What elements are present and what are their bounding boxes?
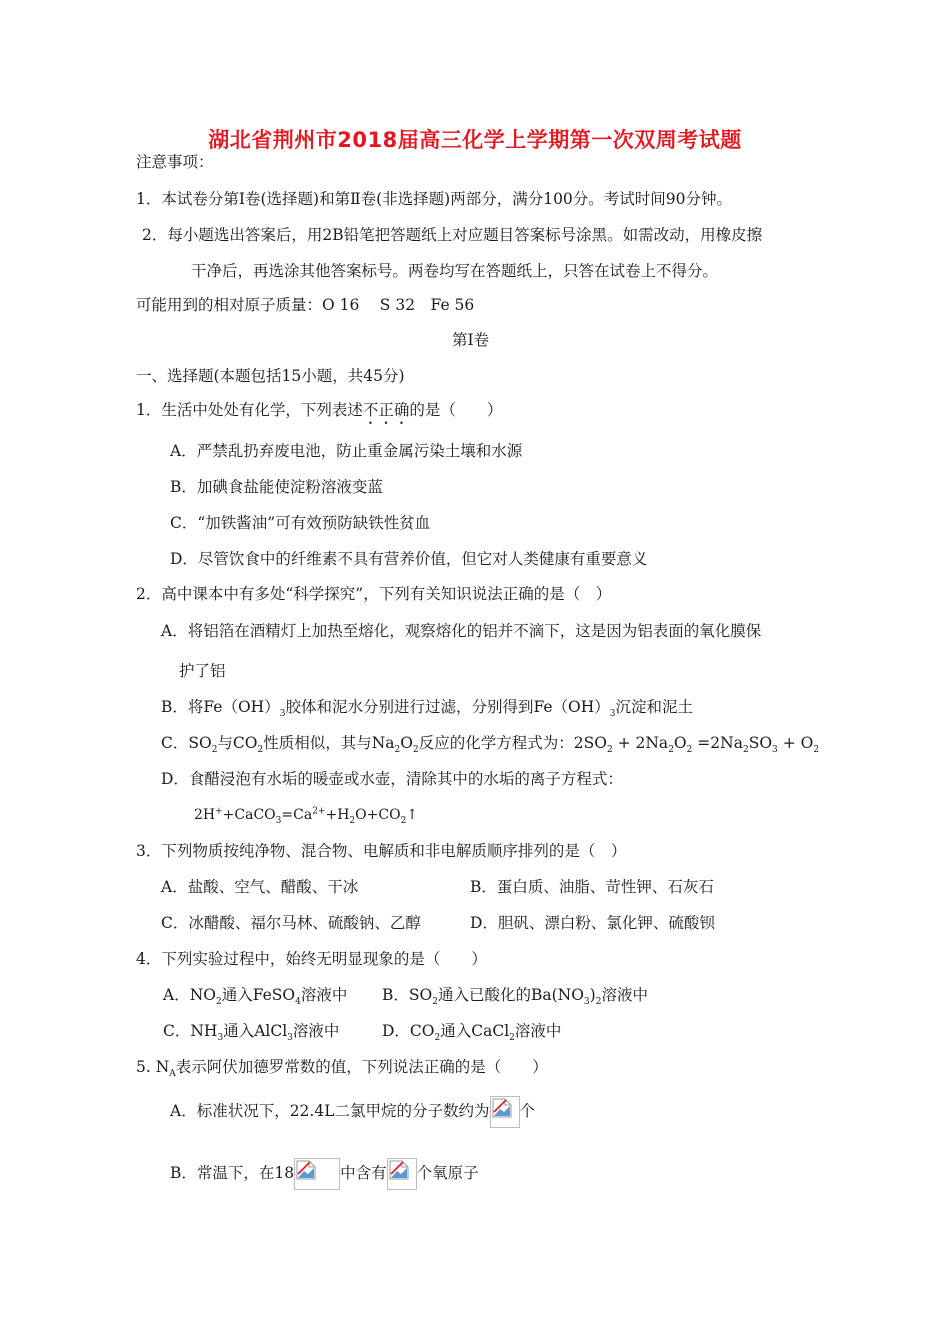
volume-heading: 第Ⅰ卷 bbox=[452, 331, 490, 349]
question-4-stem: 4．下列实验过程中，始终无明显现象的是（ ） bbox=[136, 950, 487, 968]
question-2-ionic-equation: $2H^++CaCO_3=Ca^{2+}+H_2O+CO_2↑$ bbox=[194, 806, 419, 826]
notes-item-2a: 2．每小题选出答案后，用2B铅笔把答题纸上对应题目答案标号涂黑。如需改动，用橡皮擦 bbox=[142, 226, 763, 244]
question-2-option-b: B．将$Fe(OH)_3$胶体和泥水分别进行过滤，分别得到$Fe(OH)_3$沉淀和泥土 bbox=[161, 698, 693, 720]
question-3-stem: 3．下列物质按纯净物、混合物、电解质和非电解质顺序排列的是（ ） bbox=[136, 842, 627, 860]
page-title: 湖北省荆州市2018届高三化学上学期第一次双周考试题 bbox=[208, 128, 742, 152]
question-3-option-d: D．胆矾、漂白粉、氯化钾、硫酸钡 bbox=[470, 914, 715, 932]
question-5-option-a: A．标准状况下，22.4L二氯甲烷的分子数约为 个 bbox=[170, 1096, 535, 1128]
question-1-option-c: C．“加铁酱油”可有效预防缺铁性贫血 bbox=[170, 514, 431, 532]
question-3-option-c: C．冰醋酸、福尔马林、硫酸钠、乙醇 bbox=[161, 914, 421, 932]
question-1-option-b: B．加碘食盐能使淀粉溶液变蓝 bbox=[170, 478, 383, 496]
question-5-stem: 5. $N_A$表示阿伏加德罗常数的值，下列说法正确的是（ ） bbox=[136, 1058, 548, 1080]
broken-image-icon bbox=[490, 1096, 520, 1128]
question-1-option-d: D．尽管饮食中的纤维素不具有营养价值，但它对人类健康有重要意义 bbox=[170, 550, 648, 568]
emphasized-text: 不正确 bbox=[362, 401, 410, 419]
question-1-stem: 1．生活中处处有化学，下列表述不正确的是（ ） bbox=[136, 401, 503, 419]
question-4-option-b: B．$SO_2$通入已酸化的$Ba(NO_3)_2$溶液中 bbox=[382, 986, 648, 1008]
question-1-option-a: A．严禁乱扔弃废电池，防止重金属污染土壤和水源 bbox=[170, 442, 523, 460]
broken-image-icon bbox=[387, 1158, 417, 1190]
question-3-option-b: B．蛋白质、油脂、苛性钾、石灰石 bbox=[470, 878, 714, 896]
question-5-option-b: B．常温下，在18 中含有 个氧原子 bbox=[170, 1158, 479, 1190]
notes-heading: 注意事项： bbox=[136, 153, 214, 171]
question-2-option-c: C．$SO_2$与$CO_2$性质相似，其与$Na_2O_2$反应的化学方程式为：$2SO_2 + 2Na_2O_2 =2Na_2SO_3 + O_2$ bbox=[161, 734, 820, 756]
question-2-option-d-line1: D．食醋浸泡有水垢的暖壶或水壶，清除其中的水垢的离子方程式： bbox=[161, 770, 623, 788]
question-2-option-a-line2: 护了铝 bbox=[179, 662, 226, 680]
question-4-option-c: C．$NH_3$通入AlCl$_3$溶液中 bbox=[163, 1022, 340, 1044]
question-2-option-a-line1: A．将铝箔在酒精灯上加热至熔化，观察熔化的铝并不滴下，这是因为铝表面的氧化膜保 bbox=[161, 622, 762, 640]
question-2-stem: 2．高中课本中有多处“科学探究”，下列有关知识说法正确的是（ ） bbox=[136, 585, 612, 603]
section-heading: 一、选择题(本题包括15小题，共45分) bbox=[136, 367, 405, 385]
notes-item-2b: 干净后，再选涂其他答案标号。两卷均写在答题纸上，只答在试卷上不得分。 bbox=[191, 262, 719, 280]
question-3-option-a: A．盐酸、空气、醋酸、干冰 bbox=[161, 878, 359, 896]
question-4-option-d: D．$CO_2$通入CaCl$_2$溶液中 bbox=[382, 1022, 562, 1044]
notes-item-1: 1．本试卷分第Ⅰ卷(选择题)和第Ⅱ卷(非选择题)两部分，满分100分。考试时间90分钟。 bbox=[136, 190, 733, 208]
atomic-masses: 可能用到的相对原子质量：O 16 S 32 Fe 56 bbox=[136, 296, 475, 314]
question-4-option-a: A．$NO_2$通入FeSO$_4$溶液中 bbox=[163, 986, 348, 1008]
broken-image-icon bbox=[294, 1158, 340, 1190]
